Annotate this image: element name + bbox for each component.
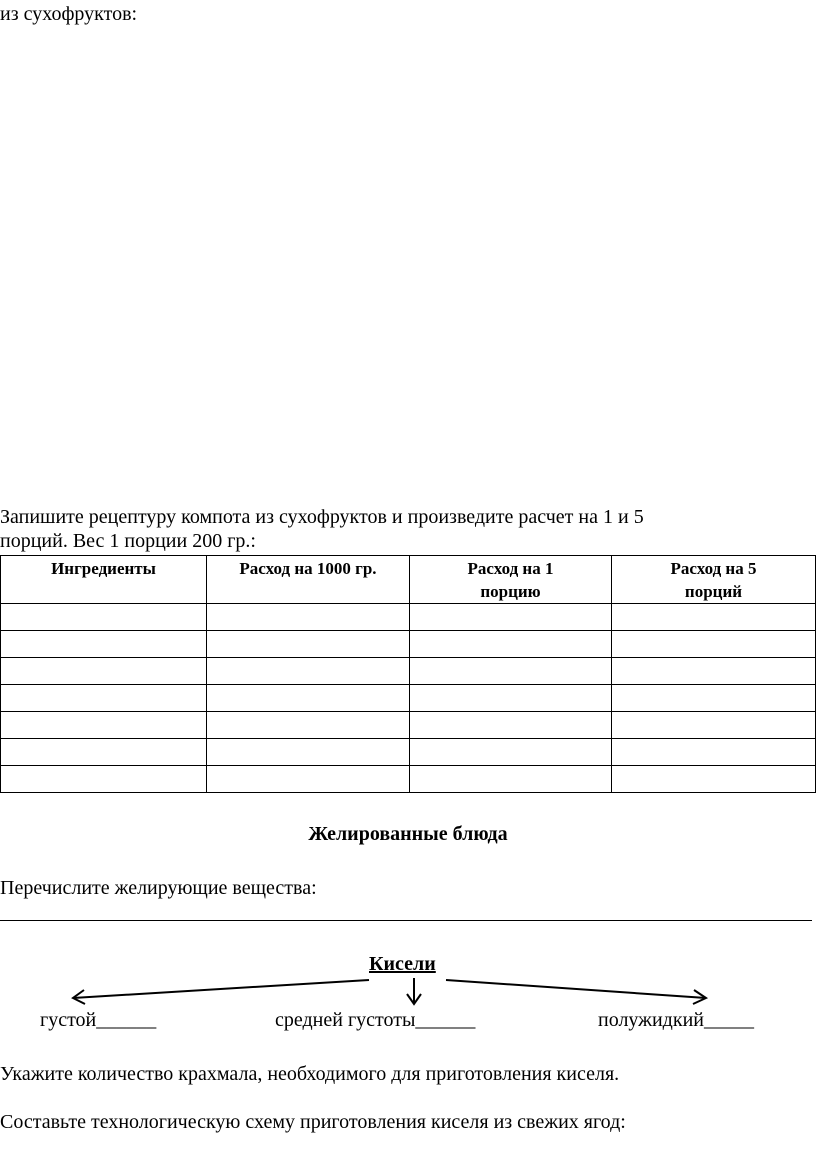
arrow-left xyxy=(73,980,369,998)
answer-line xyxy=(0,920,812,921)
table-cell xyxy=(1,685,207,712)
table-cell xyxy=(207,631,410,658)
table-cell xyxy=(410,766,612,793)
table-cell xyxy=(612,604,816,631)
table-cell xyxy=(1,631,207,658)
kiseli-option-semi-liquid: полужидкий_____ xyxy=(598,1009,754,1031)
table-cell xyxy=(1,739,207,766)
gelling-question: Перечислите желирующие вещества: xyxy=(0,877,317,899)
table-cell xyxy=(612,766,816,793)
table-cell xyxy=(612,712,816,739)
table-row xyxy=(1,658,816,685)
table-cell xyxy=(207,604,410,631)
table-cell xyxy=(1,658,207,685)
table-row xyxy=(1,766,816,793)
table-cell xyxy=(1,712,207,739)
table-row xyxy=(1,739,816,766)
table-row xyxy=(1,604,816,631)
header-ingredients: Ингредиенты xyxy=(1,556,207,604)
table-cell xyxy=(1,604,207,631)
table-cell xyxy=(410,604,612,631)
starch-question: Укажите количество крахмала, необходимого для приготовления киселя. xyxy=(0,1063,620,1085)
table-cell xyxy=(207,766,410,793)
table-cell xyxy=(612,658,816,685)
header-per-5-portions: Расход на 5 порций xyxy=(612,556,816,604)
recipe-table xyxy=(0,555,816,793)
table-row xyxy=(1,685,816,712)
table-cell xyxy=(1,766,207,793)
table-cell xyxy=(207,685,410,712)
table-cell xyxy=(207,658,410,685)
table-cell xyxy=(410,658,612,685)
table-cell xyxy=(207,739,410,766)
table-cell xyxy=(207,712,410,739)
table-cell xyxy=(410,685,612,712)
scheme-question: Составьте технологическую схему приготовления киселя из свежих ягод: xyxy=(0,1111,626,1133)
kiseli-title: Кисели xyxy=(369,953,436,975)
table-cell xyxy=(612,631,816,658)
table-cell xyxy=(410,739,612,766)
header-per-1-portion: Расход на 1 порцию xyxy=(410,556,612,604)
recipe-task-line-2: порций. Вес 1 порции 200 гр.: xyxy=(0,530,256,552)
arrow-right xyxy=(446,980,706,998)
table-cell xyxy=(612,685,816,712)
kiseli-arrows xyxy=(0,960,816,1010)
table-cell xyxy=(410,712,612,739)
table-cell xyxy=(410,631,612,658)
header-per-1000g: Расход на 1000 гр. xyxy=(207,556,410,604)
table-header-row xyxy=(1,556,816,604)
section-title: Желированные блюда xyxy=(308,823,508,845)
table-row xyxy=(1,631,816,658)
kiseli-option-medium: средней густоты______ xyxy=(275,1009,476,1031)
table-cell xyxy=(612,739,816,766)
kiseli-option-thick: густой______ xyxy=(40,1009,157,1031)
table-row xyxy=(1,712,816,739)
intro-text: из сухофруктов: xyxy=(0,3,138,25)
recipe-task-line-1: Запишите рецептуру компота из сухофруктов и произведите расчет на 1 и 5 xyxy=(0,506,644,528)
